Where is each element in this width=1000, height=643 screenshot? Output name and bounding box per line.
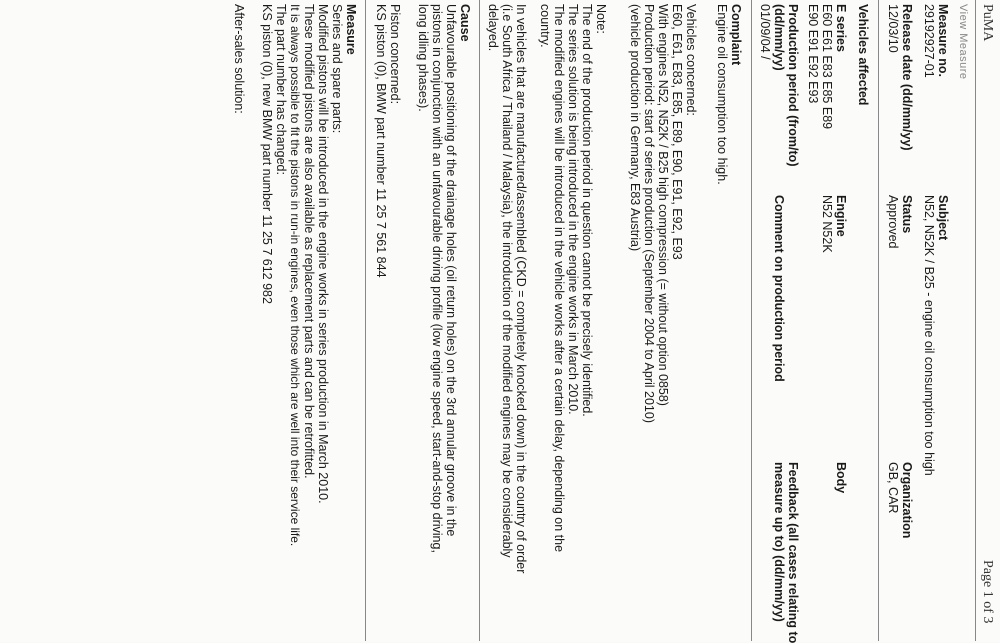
vehicles-affected-title: Vehicles affected: [856, 4, 870, 106]
cause-title: Cause: [458, 4, 472, 42]
release-date-value: 12/03/10: [886, 4, 900, 53]
measure-number-label: Measure no.: [936, 4, 950, 77]
vehicles-concerned-label: Vehicles concerned:: [684, 4, 698, 116]
note-line-1: The end of the production period in question cannot be precisely identified.: [580, 4, 594, 417]
note-line-2: The series solution is being introduced in the engine works in March 2010.: [566, 4, 580, 415]
comment-production-label: Comment on production period: [772, 195, 786, 382]
series-spare-label: Series and spare parts:: [330, 4, 344, 134]
view-measure-label: View Measure: [957, 4, 969, 80]
ckd-line-2: (i.e South Africa / Thailand / Malaysia), the introduction of the modified engines may be considerably: [500, 4, 514, 558]
cause-line-1: Unfavourable positioning of the drainage holes (oil return holes) on the 3rd annular groove in the: [444, 4, 458, 537]
aftersales-label: After-sales solution:: [232, 4, 246, 114]
measure-line-2: These modified pistons are also available as replacement parts and can be retrofitted.: [302, 4, 316, 479]
ckd-line-3: delayed.: [486, 4, 500, 52]
note-title: Note:: [594, 4, 608, 34]
engine-value: N52 N52K: [820, 195, 834, 253]
e-series-row-1: E60 E61 E83 E85 E89: [820, 4, 834, 130]
release-date-label: Release date (dd/mm/yy): [900, 4, 914, 151]
subject-value: N52, N52K / B25 - engine oil consumption too high: [922, 195, 936, 476]
production-period-line: Production period: start of series production (September 2004 to April 2010): [642, 4, 656, 423]
subject-label: Subject: [936, 195, 950, 241]
measure-line-4: The part number has changed:: [274, 4, 288, 175]
production-period-label: Production period (from/to): [786, 4, 800, 167]
page-indicator: Page 1 of 3: [980, 560, 995, 624]
divider: [479, 0, 480, 641]
production-period-format: (dd/mm/yy): [772, 4, 786, 71]
status-value: Approved: [886, 195, 900, 249]
production-period-value: 01/09/04 /: [758, 4, 772, 60]
body-label: Body: [834, 462, 848, 494]
divider: [878, 0, 879, 641]
piston-concerned-label: Piston concerned:: [388, 4, 402, 105]
vehicle-production-line: (vehicle production in Germany, E83 Austria): [628, 4, 642, 252]
cause-line-3: long idling phases).: [416, 4, 430, 112]
vehicles-concerned-list: E60, E61, E83, E85, E89, E90, E91, E92, E93: [670, 4, 684, 260]
engines-line: With engines N52, N52K / B25 high compression (= without option 0858): [656, 4, 670, 406]
organization-label: Organization: [900, 462, 914, 539]
cause-line-2: pistons in conjunction with an unfavourable driving profile (low engine speed, start-and-stop driving,: [430, 4, 444, 553]
engine-label: Engine: [834, 195, 848, 237]
feedback-label: Feedback (all cases relating to: [786, 462, 800, 643]
measure-line-5: KS piston (0), new BMW part number 11 25 7 612 982: [260, 4, 274, 304]
header-divider: [975, 0, 976, 641]
status-label: Status: [900, 195, 914, 234]
measure-line-1: Modified pistons will be introduced in the engine works in series production in March 2010.: [316, 4, 330, 504]
note-line-4: country.: [538, 4, 552, 48]
app-name: PuMA: [980, 4, 995, 42]
divider: [751, 0, 752, 641]
note-line-3: The modified engines will be introduced in the vehicle works after a certain delay, depending on the: [552, 4, 566, 553]
feedback-label-2: measure up to) (dd/mm/yy): [772, 462, 786, 622]
complaint-text: Engine oil consumption too high.: [715, 4, 729, 185]
ckd-line-1: In vehicles that are manufactured/assembled (CKD = completely knocked down) in the country of order: [514, 4, 528, 574]
e-series-label: E series: [834, 4, 848, 52]
measure-line-3: It is always possible to fit the pistons in run-in engines, even those which are well into their service life.: [288, 4, 302, 547]
e-series-row-2: E90 E91 E92 E93: [806, 4, 820, 104]
piston-concerned-value: KS piston (0), BMW part number 11 25 7 561 844: [374, 4, 388, 278]
measure-title: Measure: [344, 4, 358, 55]
complaint-title: Complaint: [729, 4, 743, 66]
organization-value: GB, CAR: [886, 462, 900, 514]
divider: [365, 0, 366, 641]
measure-number-value: 29192927-01: [922, 4, 936, 78]
